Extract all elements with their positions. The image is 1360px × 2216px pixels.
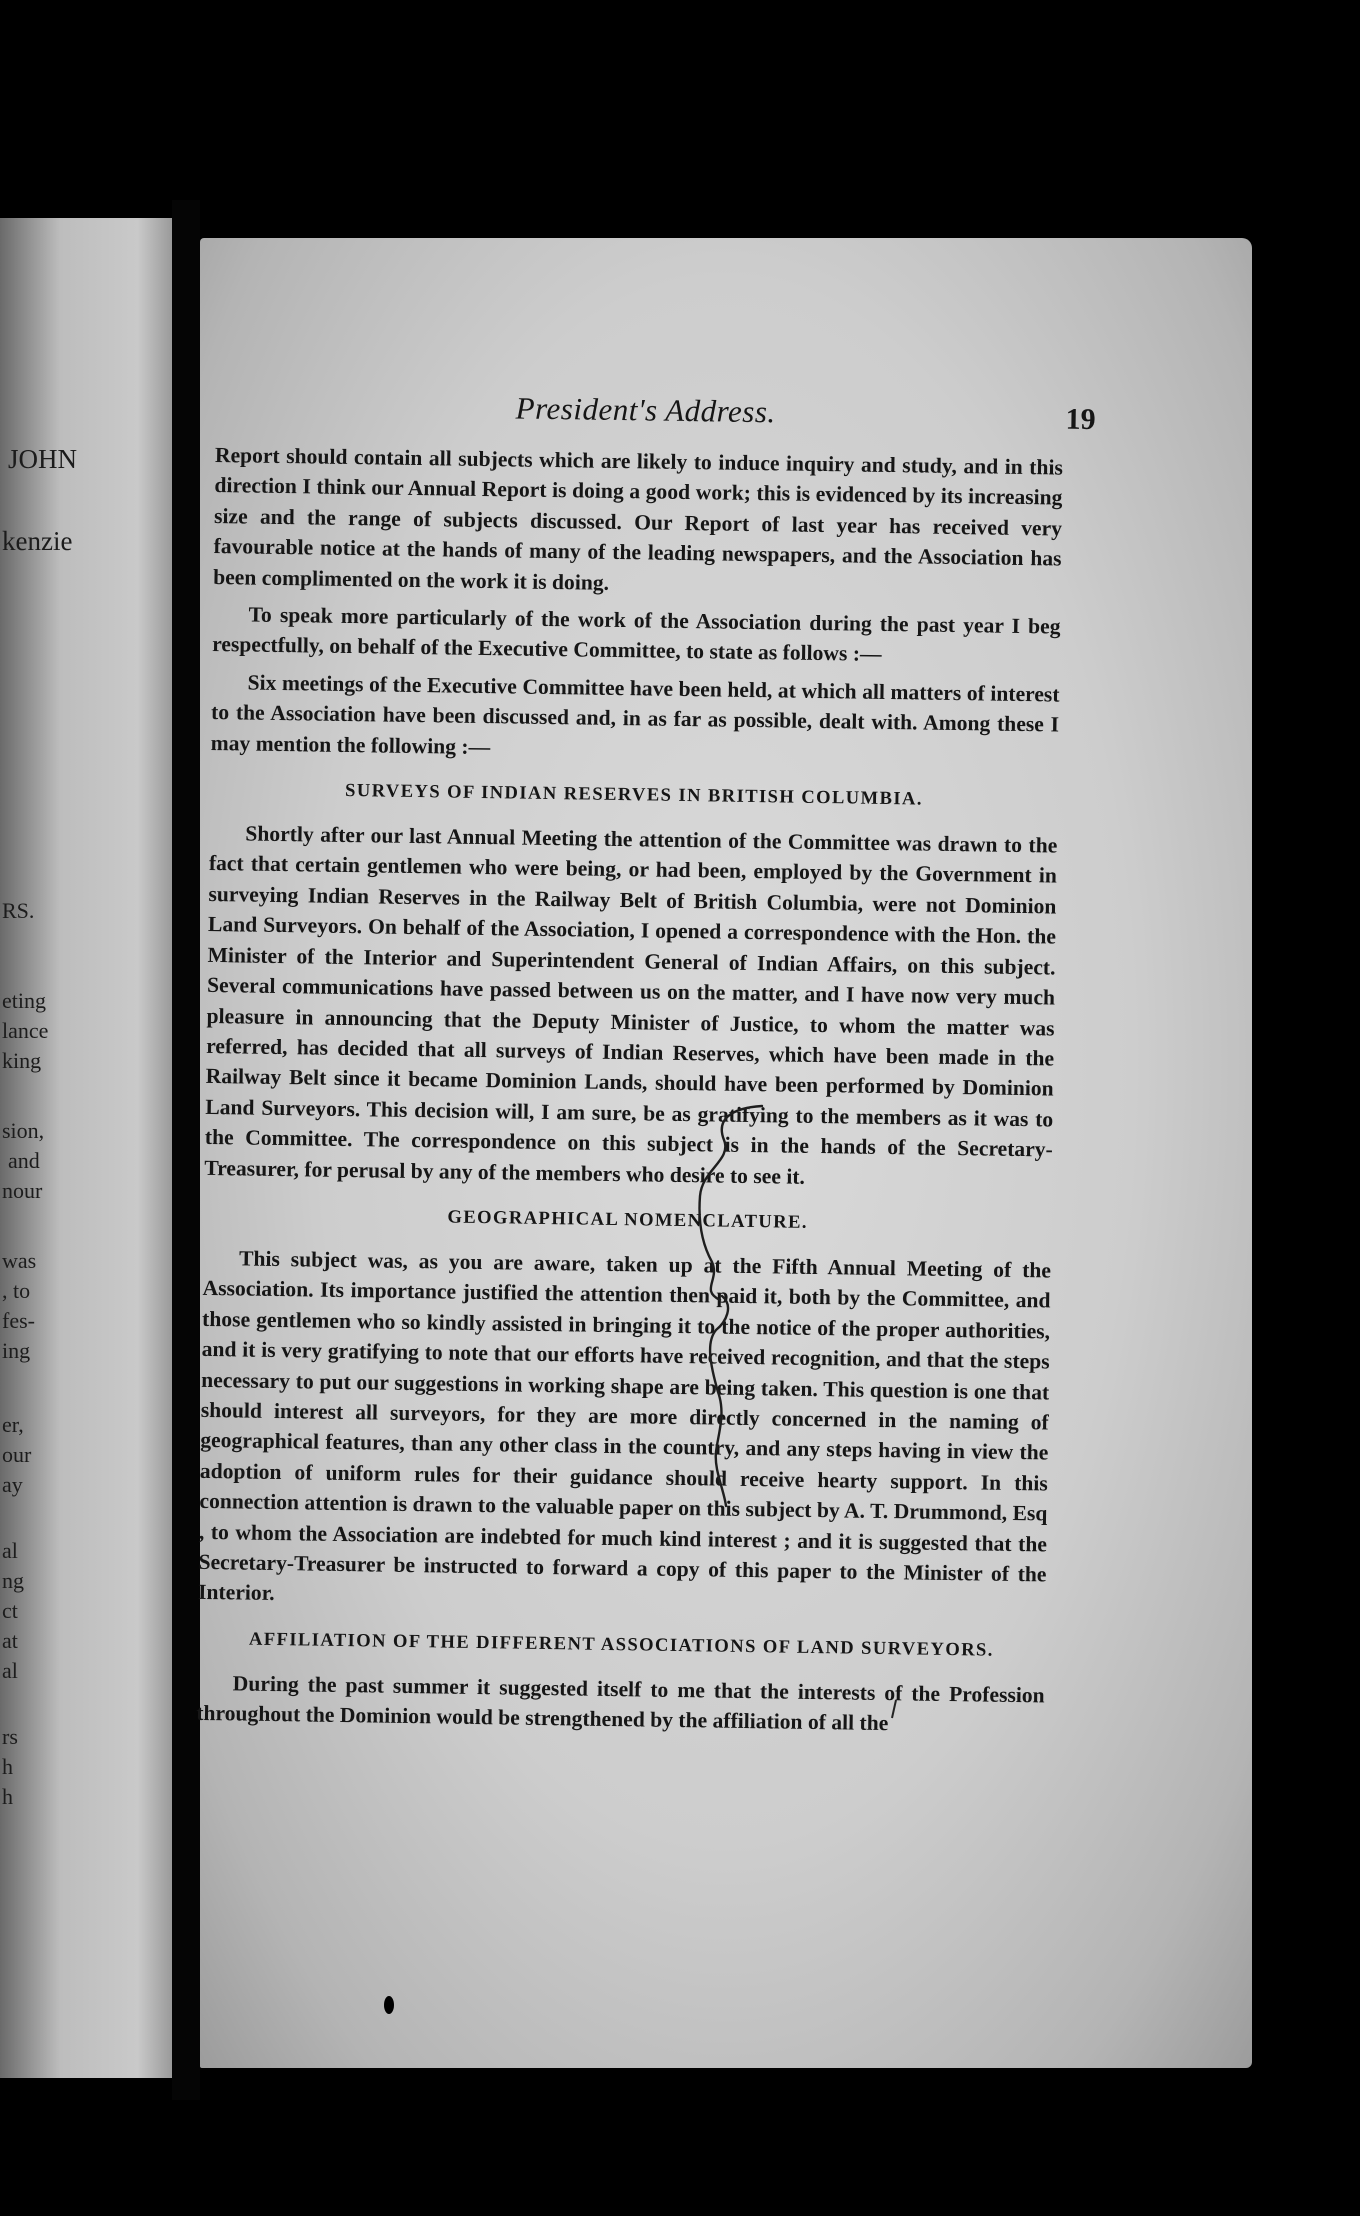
facing-page-fragment: and [8, 1148, 40, 1173]
facing-page-fragment: al [2, 1538, 18, 1563]
heading-indian-reserves: SURVEYS OF INDIAN RESERVES IN BRITISH COLUMBIA. [344, 780, 924, 810]
facing-page-fragment: ct [2, 1598, 18, 1623]
facing-page-fragment: h [2, 1784, 13, 1809]
ink-speck [384, 1996, 394, 2014]
facing-page-fragment: h [2, 1754, 13, 1779]
facing-page-fragment: sion, [2, 1118, 45, 1143]
paragraph-geographical-nomenclature: This subject was, as you are aware, taken up at the Fifth Annual Meeting of the Association. Its importance justified the attention then paid it, both by the Committee, and those gentlemen who so kindly assisted in bringing it to the notice of the proper authorities, and it is very gratifying to note that our efforts have received recognition, and that the steps necessary to put our suggestions in working shape are being taken. This question is one that should interest all surveyors, for they are more directly concerned in the naming of geographical features, than any other class in the country, and any steps having in view the adoption of uniform rules for their guidance should receive hearty support. In this connection attention is drawn to the valuable paper on this subject by A. T. Drummond, Esq , to whom the Association are indebted for much kind interest ; and it is suggested that the Secretary-Treasurer be instructed to forward a copy of this paper to the Minister of the Interior. [197, 1246, 1052, 1606]
facing-page-fragment: lance [2, 1018, 49, 1043]
page-19 [196, 238, 1252, 2068]
paragraph-work-of-association: To speak more particularly of the work of the Association during the past year I beg respectfully, on behalf of the Executive Committee, to state as follows :— [211, 602, 1061, 667]
facing-page-fragment: , to [2, 1278, 31, 1303]
facing-page-fragment: rs [2, 1724, 18, 1749]
paragraph-report: Report should contain all subjects which are likely to induce inquiry and study, and in this direction I think our Annual Report is doing a good work; this is evidenced by its increasing size and the range of subjects discussed. Our Report of last year has received very favourable notice at the hands of many of the leading newspapers, and the Association has been complimented on the work it is doing. [212, 442, 1064, 595]
facing-page-fragment: fes- [2, 1308, 35, 1333]
paragraph-indian-reserves: Shortly after our last Annual Meeting the attention of the Committee was drawn to the fact that certain gentlemen who were being, or had been, employed by the Government in surveying Indian Reserves in the Railway Belt of British Columbia, were not Dominion Land Surveyors. On behalf of the Association, I opened a correspondence with the Hon. the Minister of the Interior and Superintendent General of Indian Affairs, on this subject. Several communications have passed between us on the matter, and I have now very much pleasure in announcing that the Deputy Minister of Justice, to whom the matter was referred, has decided that all surveys of Indian Reserves, which have been made in the Railway Belt since it became Dominion Lands, should have been performed by Dominion Land Surveyors. This decision will, I am sure, be as gratifying to the members as it was to the Committee. The correspondence on this subject is in the hands of the Secretary-Treasurer, for perusal by any of the members who desire to see it. [204, 821, 1058, 1189]
paragraph-affiliation: During the past summer it suggested itself to me that the interests of the Profession throughout the Dominion would be strengthened by the affiliation of all the [196, 1671, 1045, 1736]
facing-page-fragment: JOHN [8, 444, 78, 474]
running-head-title: President's Address. [515, 390, 776, 430]
facing-page-fragment: was [2, 1248, 37, 1273]
heading-affiliation: AFFILIATION OF THE DIFFERENT ASSOCIATIONS OF LAND SURVEYORS. [248, 1628, 994, 1661]
book-gutter [172, 200, 200, 2100]
page-number: 19 [1065, 402, 1096, 437]
running-head [215, 386, 1276, 446]
facing-page-fragment: nour [2, 1178, 43, 1203]
paragraph-executive-meetings: Six meetings of the Executive Committee have been held, at which all matters of interest to the Association have been discussed and, in as far as possible, dealt with. Among these I may mention the following :— [210, 670, 1060, 759]
heading-geographical-nomenclature: GEOGRAPHICAL NOMENCLATURE. [447, 1206, 809, 1233]
facing-page-fragment: eting [2, 988, 46, 1013]
facing-page-fragment: ing [2, 1338, 31, 1363]
facing-page-fragment: king [2, 1048, 42, 1073]
facing-page-fragment: al [2, 1658, 18, 1683]
facing-page-fragment: ay [2, 1472, 23, 1497]
facing-page-fragment: er, [2, 1412, 24, 1437]
facing-page-fragment: our [2, 1442, 32, 1467]
page-text [196, 386, 1276, 1751]
facing-page-fragment: ng [2, 1568, 24, 1593]
facing-page-fragment: at [2, 1628, 18, 1653]
facing-page-strip [0, 218, 172, 2078]
facing-page-fragment: kenzie [2, 526, 73, 556]
facing-page-fragment: RS. [2, 898, 35, 923]
